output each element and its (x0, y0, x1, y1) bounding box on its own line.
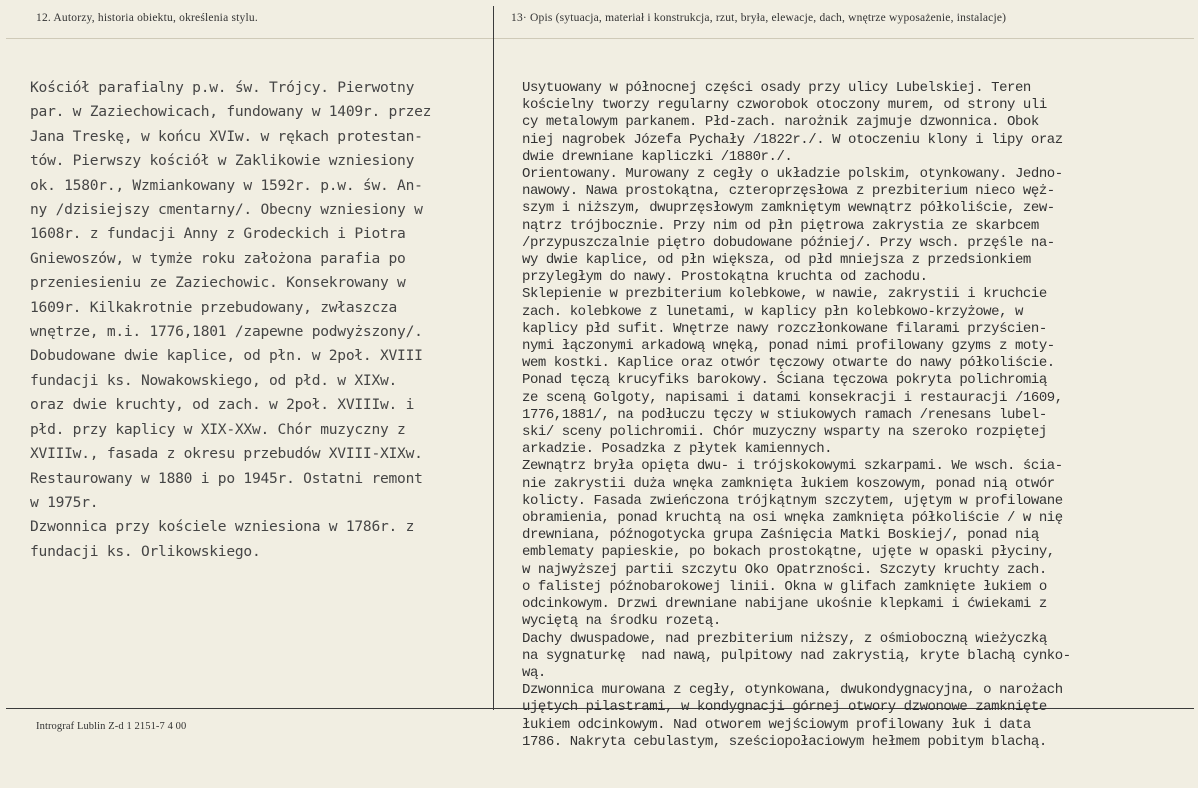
history-text-line: wnętrze, m.i. 1776,1801 /zapewne podwyższony/. (30, 323, 423, 341)
description-text-line: ski/ sceny polichromii. Chór muzyczny wsparty na szeroko rozpiętej (522, 424, 1047, 441)
description-text-line: Dachy dwuspadowe, nad prezbiterium niższy, z ośmioboczną wieżyczką (522, 630, 1047, 647)
description-text-line: Zewnątrz bryła opięta dwu- i trójskokowymi szkarpami. We wsch. ścia- (522, 458, 1063, 475)
description-text-line: 1776,1881/, na podłuczu tęczy w stiukowych ramach /renesans lubel- (522, 406, 1047, 423)
description-text-line: wy dwie kaplice, od płn większa, od płd mniejsza z przedsionkiem (522, 252, 1031, 269)
history-text-line: Dobudowane dwie kaplice, od płn. w 2poł. XVIII (30, 347, 423, 365)
description-text-line: obramienia, ponad kruchtą na osi wnęka zamknięta półkoliście / w nię (522, 510, 1063, 527)
description-text-line: cy metalowym parkanem. Płd-zach. narożnik zajmuje dzwonnica. Obok (522, 114, 1039, 131)
history-text-line: Dzwonnica przy kościele wzniesiona w 1786r. z (30, 518, 415, 536)
history-text-line: Jana Treskę, w końcu XVIw. w rękach protestan- (30, 127, 423, 145)
history-text-line: przeniesieniu ze Zaziechowic. Konsekrowany w (30, 274, 406, 292)
description-text-line: szym i niższym, dwuprzęsłowym zamkniętym wewnątrz półkoliście, zew- (522, 200, 1055, 217)
description-text-line: przyległym do nawy. Prostokątna kruchta od zachodu. (522, 269, 928, 286)
description-text-line: koliсty. Fasada zwieńczona trójkątnym szczytem, ujętym w profilowane (522, 492, 1063, 509)
description-text-line: w najwyższej partii szczytu Oko Opatrzności. Szczyty kruchty zach. (522, 561, 1047, 578)
description-text-line: drewniana, późnogotycka grupa Zaśnięcia Matki Boskiej/, ponad nią (522, 527, 1039, 544)
description-text-line: nawowy. Nawa prostokątna, czteroprzęsłowa z prezbiterium nieco węż- (522, 183, 1055, 200)
description-text-line: Usytuowany w północnej części osady przy ulicy Lubelskiej. Teren (522, 80, 1031, 96)
history-text-line: 1609r. Kilkakrotnie przebudowany, zwłaszcza (30, 298, 398, 316)
history-text-line: Kościół parafialny p.w. św. Trójcy. Pierwotny (30, 79, 415, 96)
description-text-line: nymi łączonymi arkadową wnęką, ponad nimi profilowany gzyms z moty- (522, 338, 1055, 355)
description-text-column (522, 80, 1182, 751)
description-text-line: Dzwonnica murowana z cegły, otynkowana, dwukondygnacyjna, o narożach (522, 682, 1063, 699)
description-text-line: kościelny tworzy regularny czworobok otoczony murem, od strony uli (522, 97, 1047, 114)
description-text-line: 1786. Nakryta cebulastym, sześciopołaciowym hełmem pobitym blachą. (522, 733, 1047, 750)
history-text-line: tów. Pierwszy kościół w Zaklikowie wzniesiony (30, 152, 415, 170)
history-text-line: ny /dzisiejszy cmentarny/. Obecny wzniesiony w (30, 201, 423, 219)
history-text-line: w 1975r. (30, 493, 99, 511)
printer-imprint: Intrograf Lublin Z-d 1 2151-7 4 00 (36, 721, 187, 732)
description-text-line: arkadzie. Posadzka z płytek kamiennych. (522, 441, 833, 458)
description-text-line: kaplicy płd sufit. Wnętrze nawy rozczłonkowane filarami przyścien- (522, 320, 1047, 337)
description-text-line: niej nagrobek Józefa Pychały /1822r./. W otoczeniu klony i lipy oraz (522, 131, 1063, 148)
history-text-line: Restaurowany w 1880 i po 1945r. Ostatni remont (30, 469, 423, 487)
history-text-line: 1608r. z fundacji Anny z Grodeckich i Piotra (30, 225, 406, 243)
history-text-line: fundacji ks. Orlikowskiego. (30, 542, 261, 560)
history-text-column (30, 76, 485, 564)
history-text-line: par. w Zaziechowicach, fundowany w 1409r. przez (30, 103, 432, 121)
description-text-line: Orientowany. Murowany z cegły o układzie polskim, otynkowany. Jedno- (522, 166, 1063, 183)
column-divider (493, 6, 494, 710)
description-text-line: Sklepienie w prezbiterium kolebkowe, w nawie, zakrystii i kruchcie (522, 286, 1047, 303)
description-text-line: o falistej późnobarokowej linii. Okna w glifach zamknięte łukiem o (522, 578, 1047, 595)
description-text-line: zach. kolebkowe z lunetami, w kaplicy płn kolebkowo-krzyżowe, w (522, 303, 1023, 320)
description-text-line: nie zakrystii duża wnęka zamknięta łukiem koszowym, ponad nią otwór (522, 475, 1055, 492)
history-text-line: Gniewoszów, w tymże roku założona parafia po (30, 249, 406, 267)
history-text-line: ok. 1580r., Wzmiankowany w 1592r. p.w. św. An- (30, 176, 423, 194)
description-text-line: na sygnaturkę nad nawą, pulpitowy nad zakrystią, kryte blachą cynko- (522, 647, 1071, 664)
header-divider (6, 38, 1194, 39)
description-text-line: odcinkowym. Drzwi drewniane nabijane ukośnie klepkami i ćwiekami z (522, 596, 1047, 613)
history-text-line: płd. przy kaplicy w XIX-XXw. Chór muzyczny z (30, 420, 406, 438)
description-text-line: wyciętą na środku rozetą. (522, 613, 721, 630)
description-text-line: ze sceną Golgoty, napisami i datami konsekracji i restauracji /1609, (522, 389, 1063, 406)
description-text-line: emblematy papieskie, po bokach prostokątne, ujęte w opaski płyciny, (522, 544, 1055, 561)
section-13-heading: 13· Opis (sytuacja, materiał i konstrukcja, rzut, bryła, elewacje, dach, wnętrze wyposażenie, instalacje) (511, 12, 1007, 24)
description-text-line: dwie drewniane kapliczki /1880r./. (522, 148, 793, 165)
description-text-line: łukiem odcinkowym. Nad otworem wejściowym profilowany łuk i data (522, 716, 1031, 733)
description-text-line: nątrz trójbocznie. Przy nim od płn piętrowa zakrystia ze skarbcem (522, 217, 1039, 234)
description-text-line: ujętych pilastrami, w kondygnacji górnej otwory dzwonowe zamknięte (522, 699, 1047, 716)
description-text-line: /przypuszczalnie piętro dobudowane później/. Przy wsch. przęśle na- (522, 234, 1055, 251)
section-12-heading: 12. Autorzy, historia obiektu, określenia stylu. (36, 12, 258, 24)
history-text-line: XVIIIw., fasada z okresu przebudów XVIII-XIXw. (30, 445, 423, 463)
description-text-line: wą. (522, 664, 546, 681)
description-text-line: Ponad tęczą krucyfiks barokowy. Ściana tęczowa pokryta polichromią (522, 372, 1047, 389)
description-text-line: wem kostki. Kaplice oraz otwór tęczowy otwarte do nawy półkoliście. (522, 355, 1055, 372)
history-text-line: fundacji ks. Nowakowskiego, od płd. w XIXw. (30, 371, 398, 389)
history-text-line: oraz dwie kruchty, od zach. w 2poł. XVIIIw. i (30, 396, 415, 414)
